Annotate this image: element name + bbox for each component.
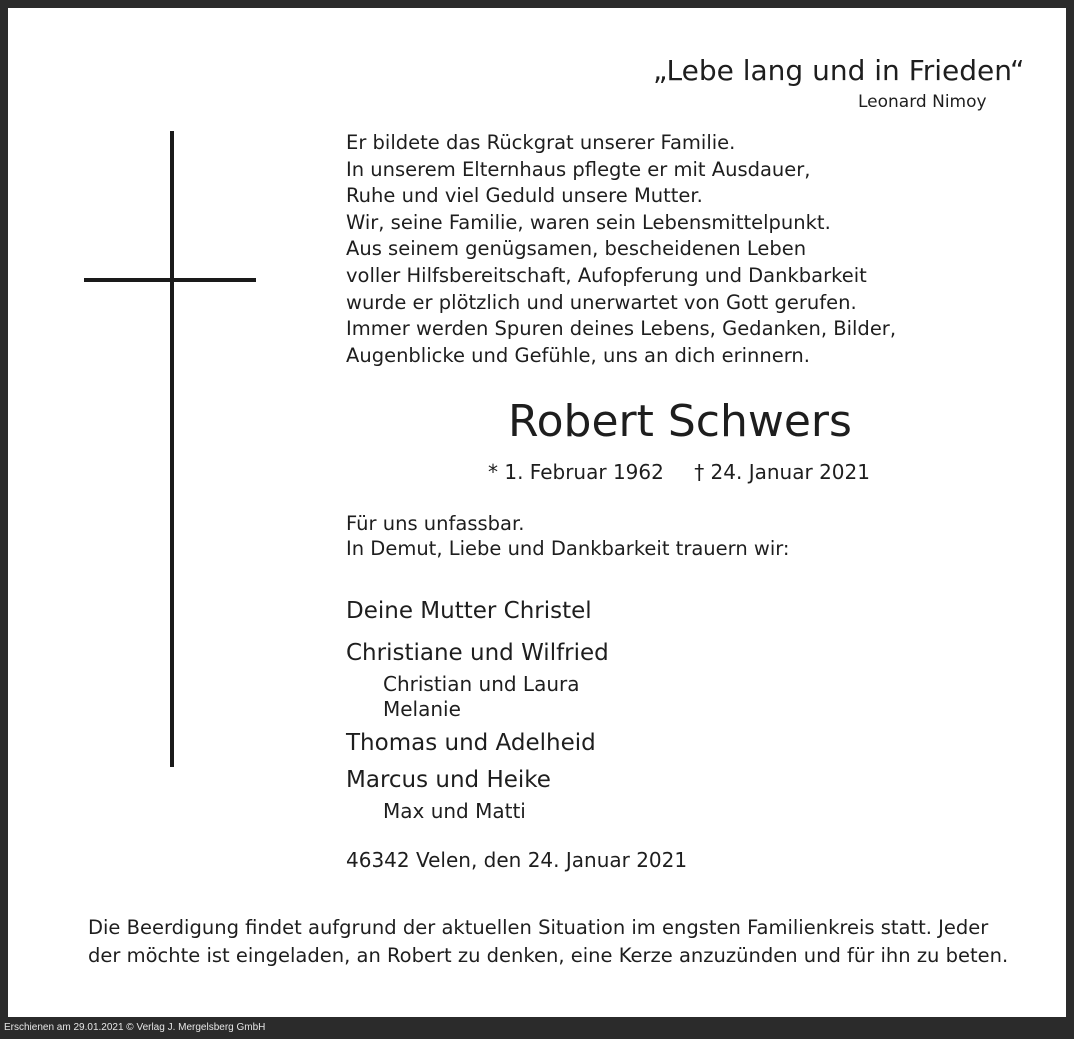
funeral-note-line: Die Beerdigung findet aufgrund der aktuellen Situation im engsten Familienkreis statt. Jeder: [88, 916, 989, 939]
place-date: 46342 Velen, den 24. Januar 2021: [346, 848, 688, 872]
obituary-sheet: [8, 8, 1066, 1017]
mourner-family-2: Thomas und Adelheid: [346, 730, 596, 756]
quote-author: Leonard Nimoy: [858, 92, 987, 112]
intro-line: Für uns unfassbar.: [346, 512, 525, 535]
poem-line: Wir, seine Familie, waren sein Lebensmittelpunkt.: [346, 210, 831, 234]
mourner-child: Christian und Laura: [383, 672, 580, 696]
poem-line: Ruhe und viel Geduld unsere Mutter.: [346, 184, 703, 208]
birth-date: * 1. Februar 1962: [488, 460, 664, 484]
poem-line: Augenblicke und Gefühle, uns an dich erinnern.: [346, 343, 810, 367]
poem-line: voller Hilfsbereitschaft, Aufopferung und Dankbarkeit: [346, 263, 867, 287]
poem-line: wurde er plötzlich und unerwartet von Gott gerufen.: [346, 290, 857, 314]
mourner-family-3: Marcus und Heike: [346, 767, 551, 793]
quote-text: „Lebe lang und in Frieden“: [653, 54, 1025, 87]
mourner-family-1-children: [383, 672, 579, 722]
poem-line: Er bildete das Rückgrat unserer Familie.: [346, 131, 736, 154]
intro-block: [346, 512, 790, 561]
poem-block: [346, 130, 896, 369]
intro-line: In Demut, Liebe und Dankbarkeit trauern wir:: [346, 536, 790, 560]
mourner-family-1: Christiane und Wilfried: [346, 640, 609, 666]
cross-horizontal-bar: [84, 278, 256, 282]
funeral-note-line: der möchte ist eingeladen, an Robert zu denken, eine Kerze anzuzünden und für ihn zu beten.: [88, 943, 1009, 967]
funeral-note: [88, 914, 1008, 969]
death-date: † 24. Januar 2021: [694, 460, 870, 484]
poem-line: Immer werden Spuren deines Lebens, Gedanken, Bilder,: [346, 317, 897, 341]
poem-line: In unserem Elternhaus pflegte er mit Ausdauer,: [346, 157, 811, 181]
life-dates: [488, 460, 870, 484]
deceased-name: Robert Schwers: [508, 396, 852, 447]
publication-footer: Erschienen am 29.01.2021 © Verlag J. Mergelsberg GmbH: [4, 1022, 266, 1033]
mourner-child: Melanie: [383, 697, 461, 721]
poem-line: Aus seinem genügsamen, bescheidenen Leben: [346, 237, 807, 261]
mourner-child: Max und Matti: [383, 799, 526, 823]
mourner-mother: Deine Mutter Christel: [346, 598, 592, 624]
mourner-family-3-children: [383, 799, 526, 824]
cross-vertical-bar: [170, 131, 174, 767]
